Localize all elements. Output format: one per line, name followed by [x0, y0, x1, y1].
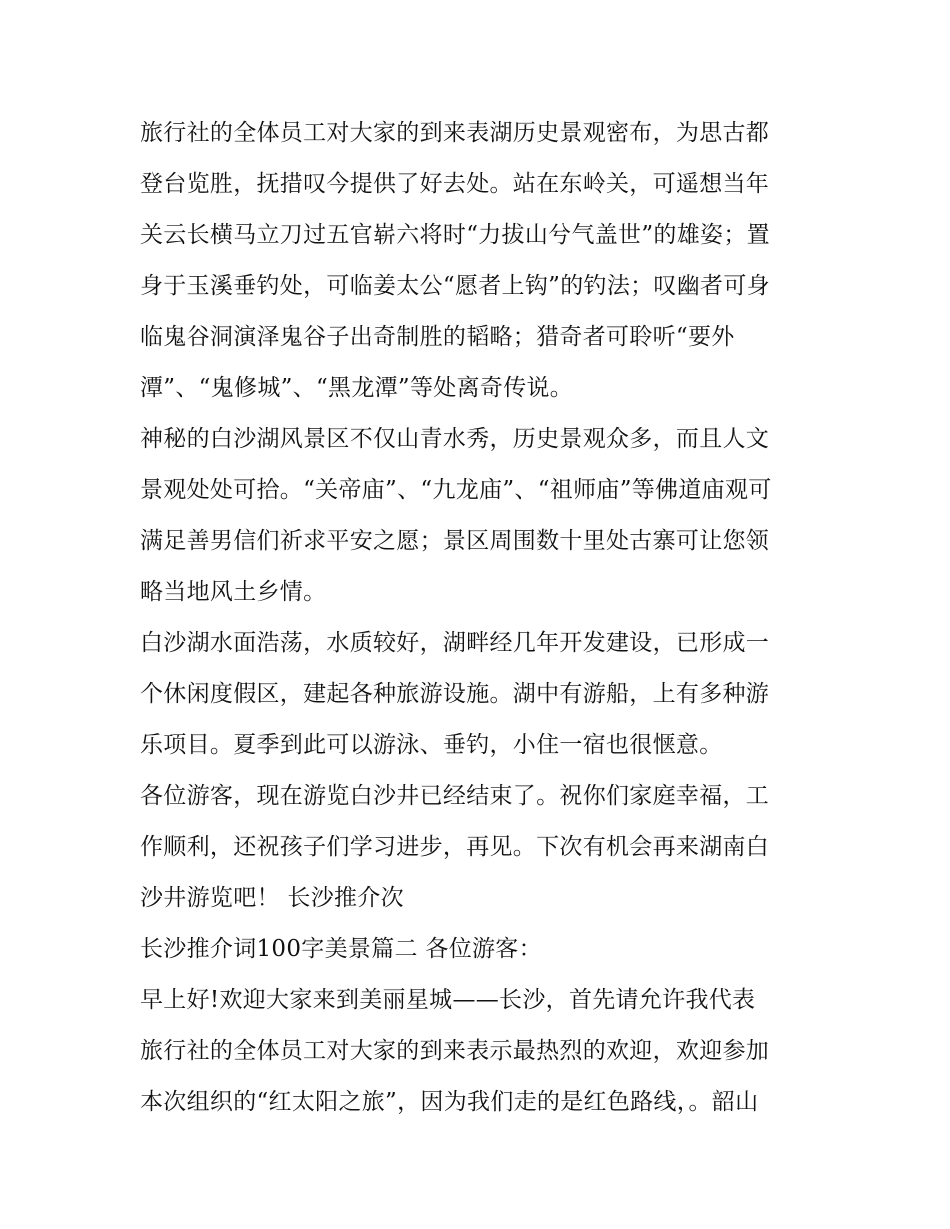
text-line: 关云长横马立刀过五官崭六将时“力拔山兮气盖世”的雄姿；置 — [140, 222, 770, 248]
text-line: 登台览胜，抚措叹今提供了好去处。站在东岭关，可遥想当年 — [140, 171, 770, 197]
text-line: 早上好!欢迎大家来到美丽星城——长沙，首先请允许我代表 — [140, 987, 756, 1013]
text-line: 旅行社的全体员工对大家的到来表示最热烈的欢迎，欢迎参加 — [140, 1038, 770, 1064]
text-line: 景观处处可拾。“关帝庙”、“九龙庙”、“祖师庙”等佛道庙观可 — [140, 477, 772, 503]
document-body — [140, 108, 815, 1128]
text-line: 作顺利，还祝孩子们学习进步，再见。下次有机会再来湖南白 — [140, 834, 770, 860]
text-line: 个休闲度假区，建起各种旅游设施。湖中有游船，上有多种游 — [140, 681, 770, 707]
text-line: 潭”、“鬼修城”、“黑龙潭”等处离奇传说。 — [140, 375, 574, 401]
text-line: 各位游客，现在游览白沙井已经结束了。祝你们家庭幸福，工 — [140, 783, 770, 809]
text-line: 长沙推介词100字美景篇二 各位游客： — [140, 936, 542, 962]
text-line: 满足善男信们祈求平安之愿；景区周围数十里处古寨可让您领 — [140, 528, 770, 554]
text-line: 略当地风土乡情。 — [140, 579, 327, 605]
text-line: 身于玉溪垂钓处，可临姜太公“愿者上钩”的钓法；叹幽者可身 — [140, 273, 770, 299]
text-line: 神秘的白沙湖风景区不仅山青水秀，历史景观众多，而且人文 — [140, 426, 770, 452]
text-line: 白沙湖水面浩荡，水质较好，湖畔经几年开发建设，已形成一 — [140, 630, 770, 656]
text-line: 乐项目。夏季到此可以游泳、垂钓，小住一宿也很惬意。 — [140, 732, 723, 758]
text-line: 本次组织的“红太阳之旅”，因为我们走的是红色路线，。韶山 — [140, 1089, 759, 1115]
text-line: 旅行社的全体员工对大家的到来表湖历史景观密布，为思古都 — [140, 120, 770, 146]
text-line: 临鬼谷洞演泽鬼谷子出奇制胜的韬略；猎奇者可聆听“要外 — [140, 324, 735, 350]
text-line: 沙井游览吧！ 长沙推介次 — [140, 885, 404, 911]
